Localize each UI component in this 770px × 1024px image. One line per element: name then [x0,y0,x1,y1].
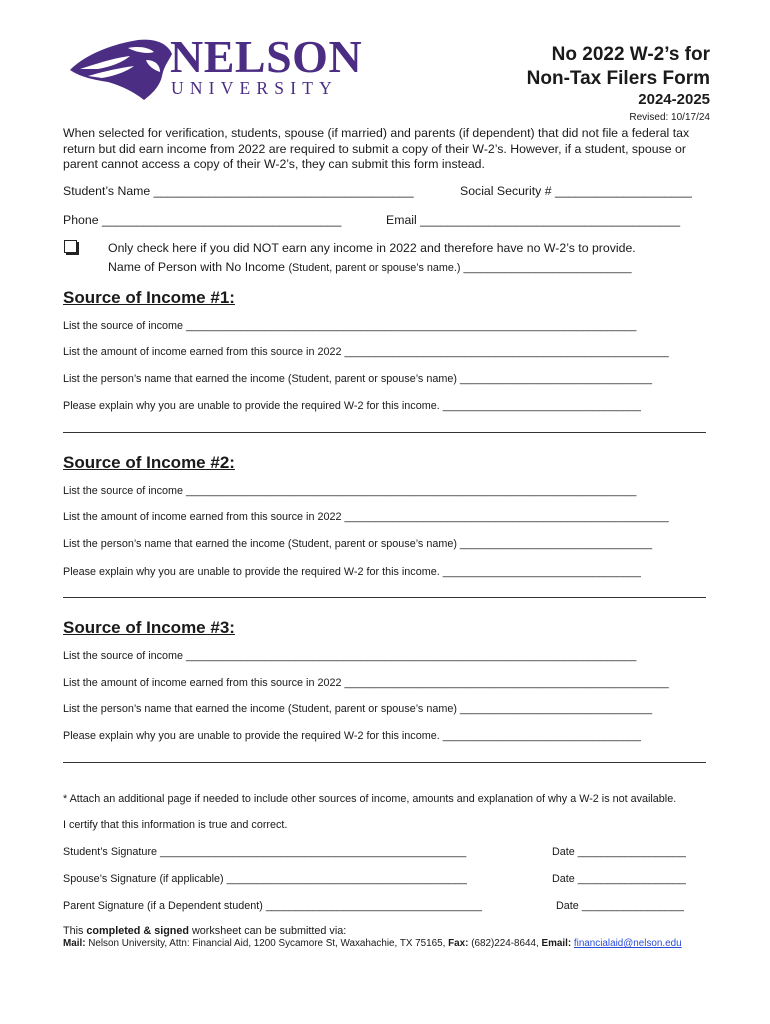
phone-field[interactable]: Phone ___________________________________ [63,213,342,227]
mail-label: Mail: [63,938,86,949]
logo-wordmark: NELSON [170,31,363,82]
student-name-field[interactable]: Student’s Name ______________________________________ [63,184,414,198]
section-1-explain-field[interactable]: Please explain why you are unable to provide the required W-2 for this income. _________________________________ [63,400,641,412]
section-3-explain-field[interactable]: Please explain why you are unable to provide the required W-2 for this income. _________________________________ [63,730,641,742]
contact-line [63,938,682,949]
title-line-1: No 2022 W-2’s for [551,44,710,65]
submit-text-a: This [63,925,87,937]
submit-text-bold: completed & signed [86,925,189,937]
intro-paragraph: When selected for verification, students, spouse (if married) and parents (if dependent) that did not file a federal tax return but did earn income from 2022 are required to submit a copy of their W-2’s. However, if a student, spouse or parent cannot access a copy of their W-2’s, they can submit this form instead. [63,126,690,171]
certify-statement: I certify that this information is true and correct. [63,819,288,831]
email-label: Email: [541,938,572,949]
section-2-source-field[interactable]: List the source of income ___________________________________________________________________________ [63,485,637,497]
section-2-explain-field[interactable]: Please explain why you are unable to provide the required W-2 for this income. _________________________________ [63,566,641,578]
no-income-name-label: Name of Person with No Income [108,260,289,274]
revised-date: Revised: 10/17/24 [629,112,710,123]
section-2-heading: Source of Income #2: [63,453,235,472]
ssn-field[interactable]: Social Security # ____________________ [460,184,692,198]
parent-signature-field[interactable]: Parent Signature (if a Dependent student) ____________________________________ [63,900,483,912]
parent-date-field[interactable]: Date _________________ [556,900,684,912]
submit-text-c: worksheet can be submitted via: [189,925,347,937]
form-title [527,43,710,91]
fax-number: (682)224-8644, [468,938,542,949]
section-1-explain-line[interactable] [63,432,706,433]
email-field[interactable]: Email ______________________________________ [386,213,681,227]
no-income-name-blank: (Student, parent or spouse’s name.) ____________________________ [288,262,632,274]
section-1-person-field[interactable]: List the person’s name that earned the income (Student, parent or spouse’s name) ________________________________ [63,373,653,385]
no-income-checkbox[interactable] [64,240,77,253]
spouse-date-field[interactable]: Date __________________ [552,873,686,885]
section-3-source-field[interactable]: List the source of income ___________________________________________________________________________ [63,650,637,662]
student-signature-field[interactable]: Student’s Signature ___________________________________________________ [63,846,467,858]
spouse-signature-field[interactable]: Spouse’s Signature (if applicable) ________________________________________ [63,873,467,885]
section-1-source-field[interactable]: List the source of income ___________________________________________________________________________ [63,320,637,332]
award-year: 2024-2025 [638,91,710,108]
section-3-heading: Source of Income #3: [63,618,235,637]
section-1-amount-field[interactable]: List the amount of income earned from this source in 2022 ______________________________________________________ [63,346,669,358]
section-3-explain-line[interactable] [63,762,706,763]
no-income-statement: Only check here if you did NOT earn any income in 2022 and therefore have no W-2’s to provide. [108,241,636,255]
mail-address: Nelson University, Attn: Financial Aid, 1200 Sycamore St, Waxahachie, TX 75165, [85,938,449,949]
fax-label: Fax: [448,938,469,949]
section-2-amount-field[interactable]: List the amount of income earned from this source in 2022 ______________________________________________________ [63,511,669,523]
logo-subtitle: UNIVERSITY [171,78,338,98]
title-line-2: Non-Tax Filers Form [526,68,710,89]
no-income-name-field[interactable] [108,258,632,276]
section-1-heading: Source of Income #1: [63,288,235,307]
section-3-amount-field[interactable]: List the amount of income earned from this source in 2022 ______________________________________________________ [63,677,669,689]
section-2-person-field[interactable]: List the person’s name that earned the income (Student, parent or spouse’s name) ________________________________ [63,538,653,550]
submission-instructions [63,925,346,937]
section-2-explain-line[interactable] [63,597,706,598]
section-3-person-field[interactable]: List the person’s name that earned the income (Student, parent or spouse’s name) ________________________________ [63,703,653,715]
financial-aid-email-link[interactable]: financialaid@nelson.edu [573,938,682,949]
student-date-field[interactable]: Date __________________ [552,846,686,858]
attach-note: * Attach an additional page if needed to include other sources of income, amounts and explanation of why a W-2 is not available. [63,793,677,805]
